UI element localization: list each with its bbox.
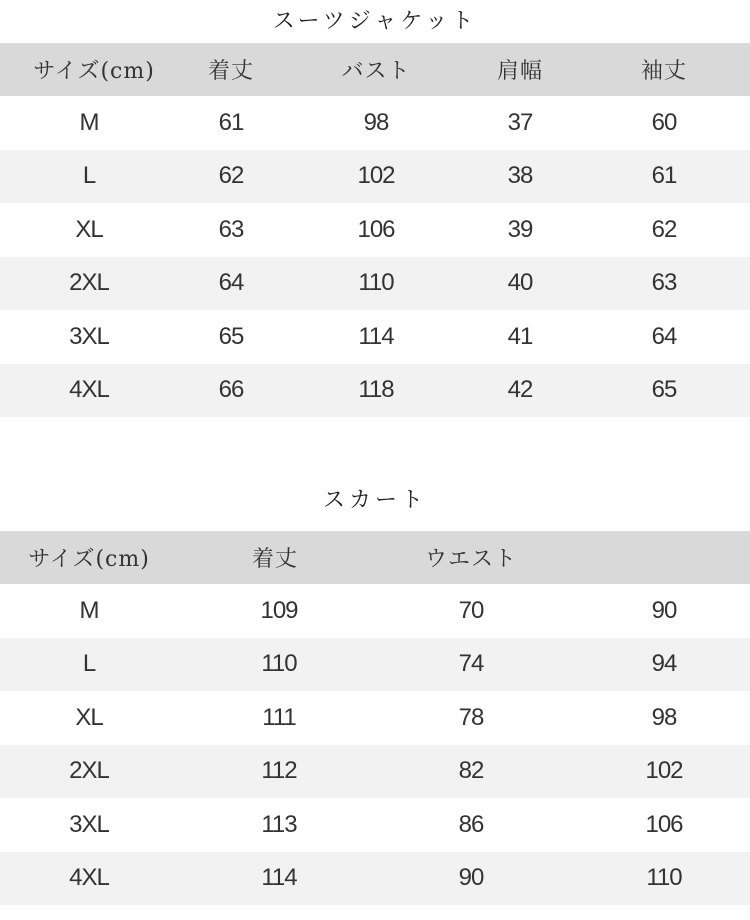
jacket-header-cell: 肩幅 — [496, 59, 544, 84]
jacket-table-cell: 38 — [507, 162, 533, 190]
skirt-table-cell: 94 — [651, 650, 677, 678]
jacket-size-table — [0, 43, 750, 417]
skirt-table-row — [0, 638, 750, 692]
skirt-table-row — [0, 584, 750, 638]
jacket-size-cell: 2XL — [69, 269, 109, 297]
skirt-table-row — [0, 745, 750, 799]
skirt-table-cell: 74 — [458, 650, 484, 678]
jacket-table-cell: 63 — [651, 269, 677, 297]
jacket-table-cell: 110 — [358, 269, 394, 297]
skirt-table-row — [0, 798, 750, 852]
jacket-table-cell: 64 — [651, 322, 677, 350]
skirt-table-row — [0, 852, 750, 906]
jacket-size-cell: M — [79, 108, 99, 136]
jacket-table-cell: 114 — [358, 322, 394, 350]
skirt-table-cell: 111 — [262, 703, 296, 731]
skirt-header-row — [0, 531, 750, 584]
skirt-header-cell: サイズ(cm) — [28, 547, 150, 572]
jacket-table-cell: 102 — [357, 162, 395, 190]
jacket-table-cell: 61 — [651, 162, 677, 190]
skirt-table-cell: 98 — [651, 703, 677, 731]
jacket-table-cell: 41 — [507, 322, 533, 350]
skirt-size-cell: L — [82, 650, 96, 678]
jacket-header-cell: サイズ(cm) — [33, 59, 155, 84]
jacket-header-row — [0, 43, 750, 96]
jacket-table-cell: 118 — [358, 376, 394, 404]
jacket-size-cell: 3XL — [69, 322, 109, 350]
jacket-table-row — [0, 310, 750, 364]
jacket-table-cell: 42 — [507, 376, 533, 404]
skirt-table-cell: 113 — [261, 810, 297, 838]
jacket-section-title: スーツジャケット — [272, 9, 478, 34]
skirt-table-cell: 78 — [458, 703, 484, 731]
jacket-size-cell: L — [82, 162, 96, 190]
jacket-table-cell: 65 — [651, 376, 677, 404]
jacket-table-cell: 60 — [651, 108, 677, 136]
jacket-header-cell: 袖丈 — [640, 59, 688, 84]
skirt-section-title: スカート — [322, 488, 427, 513]
jacket-table-row — [0, 257, 750, 311]
jacket-size-cell: 4XL — [69, 376, 109, 404]
jacket-table-cell: 61 — [218, 108, 244, 136]
skirt-table-cell: 90 — [458, 864, 484, 892]
jacket-table-cell: 64 — [218, 269, 244, 297]
jacket-table-cell: 65 — [218, 322, 244, 350]
jacket-table-row — [0, 364, 750, 418]
jacket-table-cell: 66 — [218, 376, 244, 404]
skirt-table-cell: 110 — [261, 650, 297, 678]
jacket-table-cell: 40 — [507, 269, 533, 297]
jacket-table-cell: 106 — [357, 215, 395, 243]
skirt-table-cell: 90 — [651, 596, 677, 624]
skirt-table-cell: 110 — [646, 864, 682, 892]
skirt-size-cell: 2XL — [69, 757, 109, 785]
skirt-size-cell: 3XL — [69, 810, 109, 838]
skirt-table-cell: 109 — [260, 596, 298, 624]
jacket-table-cell: 62 — [651, 215, 677, 243]
skirt-size-cell: XL — [75, 703, 103, 731]
skirt-table-cell: 112 — [261, 757, 297, 785]
jacket-table-cell: 37 — [507, 108, 533, 136]
jacket-table-cell: 98 — [363, 108, 389, 136]
skirt-header-cell: ウエスト — [424, 547, 518, 572]
jacket-header-cell: バスト — [341, 59, 411, 84]
jacket-size-cell: XL — [75, 215, 103, 243]
skirt-table-cell: 86 — [458, 810, 484, 838]
jacket-table-row — [0, 96, 750, 150]
skirt-size-table — [0, 531, 750, 905]
skirt-table-cell: 70 — [458, 596, 484, 624]
jacket-table-cell: 62 — [218, 162, 244, 190]
jacket-table-row — [0, 203, 750, 257]
skirt-header-cell: 着丈 — [251, 547, 299, 572]
skirt-size-cell: 4XL — [69, 864, 109, 892]
skirt-size-cell: M — [79, 596, 99, 624]
skirt-table-cell: 102 — [645, 757, 683, 785]
skirt-table-cell: 106 — [645, 810, 683, 838]
skirt-table-cell: 114 — [261, 864, 297, 892]
jacket-table-cell: 63 — [218, 215, 244, 243]
skirt-table-row — [0, 691, 750, 745]
jacket-table-cell: 39 — [507, 215, 533, 243]
jacket-header-cell: 着丈 — [207, 59, 255, 84]
jacket-table-row — [0, 150, 750, 204]
skirt-table-cell: 82 — [458, 757, 484, 785]
